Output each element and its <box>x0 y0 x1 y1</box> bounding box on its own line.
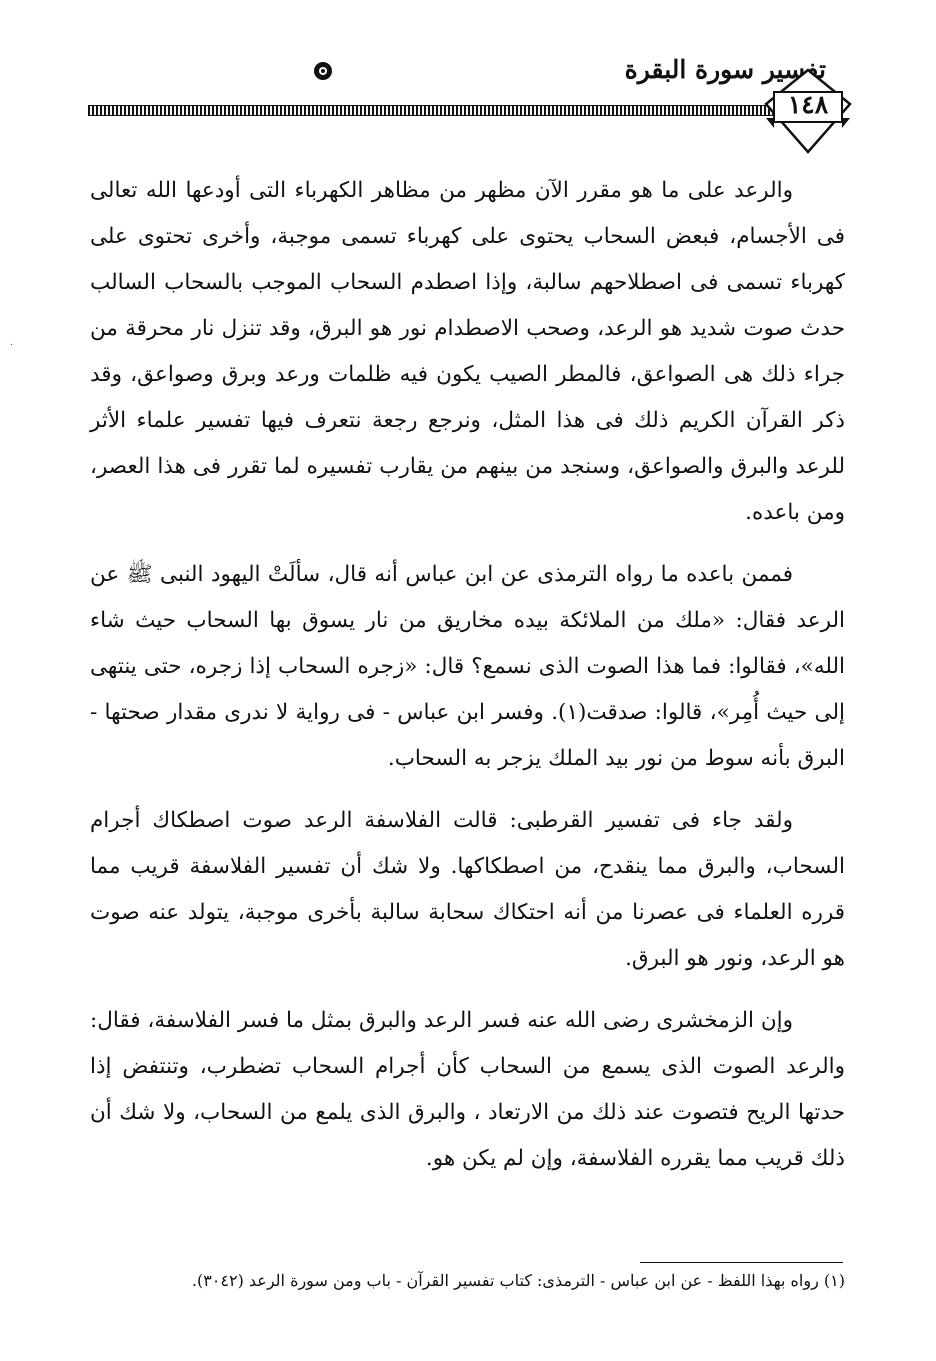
paragraph: فممن باعده ما رواه الترمذى عن ابن عباس أنه قال، سألَتْ اليهود النبى ﷺ عن الرعد فقال: «ملك من الملائكة بيده مخاريق من نار يسوق بها السحاب حيث شاء الله»، فقالوا: فما هذا الصوت الذى نسمع؟ قال: «زجره السحاب إذا زجره، حتى ينتهى إلى حيث أُمِر»، قالوا: صدقت(١). وفسر ابن عباس - فى رواية لا ندرى مقدار صحتها - البرق بأنه سوط من نور بيد الملك يزجر به السحاب. <box>90 562 846 771</box>
header-rule <box>88 105 826 116</box>
page-number: ١٤٨ <box>787 90 829 119</box>
running-title: تفسير سورة البقرة <box>624 55 826 84</box>
page-header <box>0 0 936 165</box>
paragraph: والرعد على ما هو مقرر الآن مظهر من مظاهر الكهرباء التى أودعها الله تعالى فى الأجسام، فبعض السحاب يحتوى على كهرباء تسمى موجبة، وأخرى تحتوى على كهرباء تسمى فى اصطلاحهم سالبة، وإذا اصطدم السحاب الموجب بالسحاب السالب حدث صوت شديد هو الرعد، وصحب الاصطدام نور هو البرق، وقد تنزل نار محرقة من جراء ذلك هى الصواعق، فالمطر الصيب يكون فيه ظلمات ورعد وبرق وصواعق، وقد ذكر القرآن الكريم ذلك فى هذا المثل، ونرجع رجعة نتعرف فيها تفسير علماء الأثر للرعد والبرق والصواعق، وسنجد من بينهم من يقارب تفسيره لما تقرر فى هذا العصر، ومن باعده. <box>90 178 845 525</box>
scan-mark: · <box>10 340 14 351</box>
footnote: (١) رواه بهذا اللفظ - عن ابن عباس - الترمذى: كتاب تفسير القرآن - باب ومن سورة الرعد (٣٠٤٢). <box>191 1271 845 1290</box>
body-text <box>90 168 845 1198</box>
flower-ornament-icon <box>312 60 334 82</box>
footnote-separator <box>640 1262 843 1263</box>
paragraph: وإن الزمخشرى رضى الله عنه فسر الرعد والبرق بمثل ما فسر الفلاسفة، فقال: والرعد الصوت الذى يسمع من السحاب كأن أجرام السحاب تضطرب، وتنتفض إذا حدتها الريح فتصوت عند ذلك من الارتعاد ، والبرق الذى يلمع من السحاب، ولا شك أن ذلك قريب مما يقرره الفلاسفة، وإن لم يكن هو. <box>90 1008 845 1171</box>
paragraph: ولقد جاء فى تفسير القرطبى: قالت الفلاسفة الرعد صوت اصطكاك أجرام السحاب، والبرق مما ينقدح، من اصطكاكها. ولا شك أن تفسير الفلاسفة قريب مما قرره العلماء فى عصرنا من أنه احتكاك سحابة سالبة بأخرى موجبة، يتولد عنه صوت هو الرعد، ونور هو البرق. <box>90 808 845 971</box>
page-number-badge <box>762 68 854 156</box>
